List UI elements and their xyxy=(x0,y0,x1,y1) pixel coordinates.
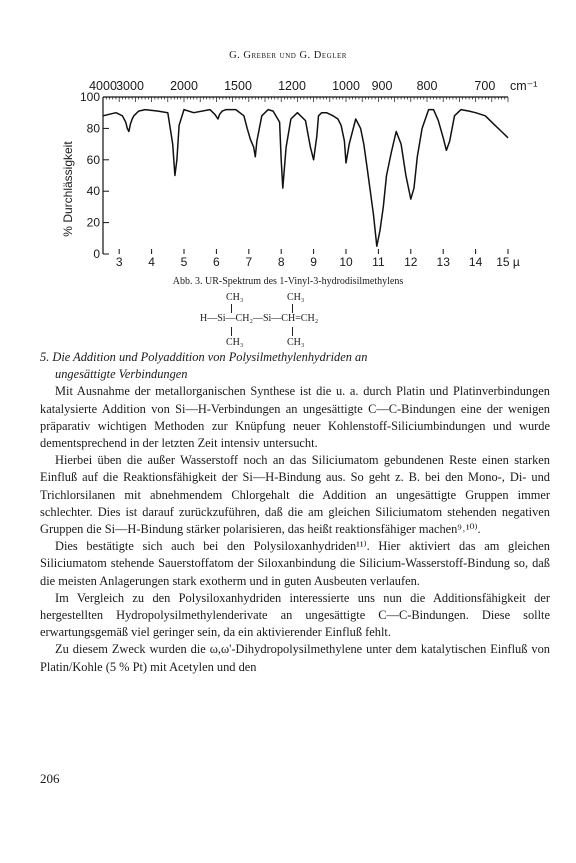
page-number: 206 xyxy=(40,771,60,786)
y-tick-label: 20 xyxy=(86,215,100,230)
top-tick-label: 4000 xyxy=(89,79,117,93)
top-tick-label: 900 xyxy=(371,79,393,93)
top-tick-label: 1500 xyxy=(224,79,252,93)
top-tick-label: 700 xyxy=(474,79,496,93)
section-heading xyxy=(40,349,550,366)
paragraph: Hierbei üben die außer Wasserstoff noch an das Siliciumatom gebundenen Reste einen starken Einfluß auf die Reaktionsfähigkeit der Si—H-Bindung aus. So geht z. B. bei den Mono-, Di- und Trichlorsilanen mit abnehmendem Chlorgehalt die Addition an ungesättigte Gruppen immer schlechter. Dies ist darauf zurückzuführen, daß die am gleichen Siliciumatom stehenden negativen Gruppen die Si—H-Bindung stärker polarisieren, das heißt reaktionsfähiger machen⁹˒¹⁰⁾. xyxy=(40,453,550,537)
paragraph: Mit Ausnahme der metallorganischen Synthese ist die u. a. durch Platin und Platinverbindungen katalysierte Addition von Si—H-Verbindungen an ungesättigte C—C-Bindungen eine der wenigen präparativ wichtigen Methoden zur Knüpfung neuer Kohlenstoff-Siliciumbindungen und wurde dementsprechend in der letzten Zeit intensiv untersucht. xyxy=(40,384,550,451)
top-tick-label: 1200 xyxy=(278,79,306,93)
ir-spectrum-chart xyxy=(0,62,576,276)
x-tick-label: 15 µ xyxy=(496,255,520,269)
section-title-line-1: Die Addition und Polyaddition von Polysilmethylenhydriden an xyxy=(52,350,368,364)
x-tick-label: 4 xyxy=(148,255,155,269)
formula-bottom-left: CH₃ xyxy=(226,337,244,348)
top-tick-label: 800 xyxy=(416,79,438,93)
body-text xyxy=(40,349,550,676)
formula-bond-top-left xyxy=(231,304,232,313)
structural-formula xyxy=(200,292,360,354)
y-axis-label: % Durchlässigkeit xyxy=(61,141,75,237)
formula-bond-top-right xyxy=(292,304,293,313)
y-tick-label: 80 xyxy=(86,121,100,136)
y-tick-label: 0 xyxy=(93,247,100,261)
x-tick-label: 11 xyxy=(372,255,385,269)
x-tick-label: 14 xyxy=(468,255,483,269)
section-heading-continued: ungesättigte Verbindungen xyxy=(55,367,188,382)
x-tick-label: 12 xyxy=(404,255,418,269)
formula-top-left: CH₃ xyxy=(226,292,244,303)
figure-caption: Abb. 3. UR-Spektrum des 1-Vinyl-3-hydrodisilmethylens xyxy=(172,276,404,287)
x-tick-label: 10 xyxy=(339,255,353,269)
paragraph: Zu diesem Zweck wurden die ω,ω'-Dihydropolysilmethylene unter dem katalytischen Einfluß von Platin/Kohle (5 % Pt) mit Acetylen und den xyxy=(40,642,550,674)
y-tick-label: 40 xyxy=(86,184,100,199)
y-tick-label: 100 xyxy=(79,90,100,104)
top-axis-unit: cm⁻¹ xyxy=(510,79,538,93)
top-tick-label: 1000 xyxy=(332,79,360,93)
running-header: G. Greber und G. Degler xyxy=(229,50,347,61)
x-tick-label: 13 xyxy=(436,255,450,269)
section-number: 5. xyxy=(40,350,50,364)
x-tick-label: 9 xyxy=(310,255,317,269)
spectrum-series-line xyxy=(103,110,508,247)
formula-bond-bottom-right xyxy=(292,327,293,336)
formula-bond-bottom-left xyxy=(231,327,232,336)
formula-main-chain: H—Si—CH₂—Si—CH=CH₂ xyxy=(200,313,319,324)
x-tick-label: 7 xyxy=(245,255,253,269)
formula-bottom-right: CH₃ xyxy=(287,337,305,348)
paragraph: Im Vergleich zu den Polysiloxanhydriden interessierte uns nun die Additionsfähigkeit der hergestellten Hydropolysilmethylenderivate an ungesättigte C—C-Bindungen. Diese sollte erwartungsgemäß viel geringer sein, da ein aktivierender Einfluß fehlt. xyxy=(40,590,550,640)
formula-top-right: CH₃ xyxy=(287,292,305,303)
top-tick-label: 3000 xyxy=(116,79,144,93)
paragraph: Dies bestätigte sich auch bei den Polysiloxanhydriden¹¹⁾. Hier aktiviert das am gleichen Siliciumatom stehende Sauerstoffatom der Siloxanbindung die Silicium-Wasserstoff-Bindung so, daß die meisten Anlagerungen stark exotherm und in guten Ausbeuten verlaufen. xyxy=(40,539,550,588)
y-tick-label: 60 xyxy=(86,152,100,167)
x-tick-label: 5 xyxy=(180,255,188,269)
x-tick-label: 8 xyxy=(277,255,285,269)
x-tick-label: 3 xyxy=(115,255,123,269)
x-tick-label: 6 xyxy=(213,255,220,269)
top-tick-label: 2000 xyxy=(170,79,198,93)
